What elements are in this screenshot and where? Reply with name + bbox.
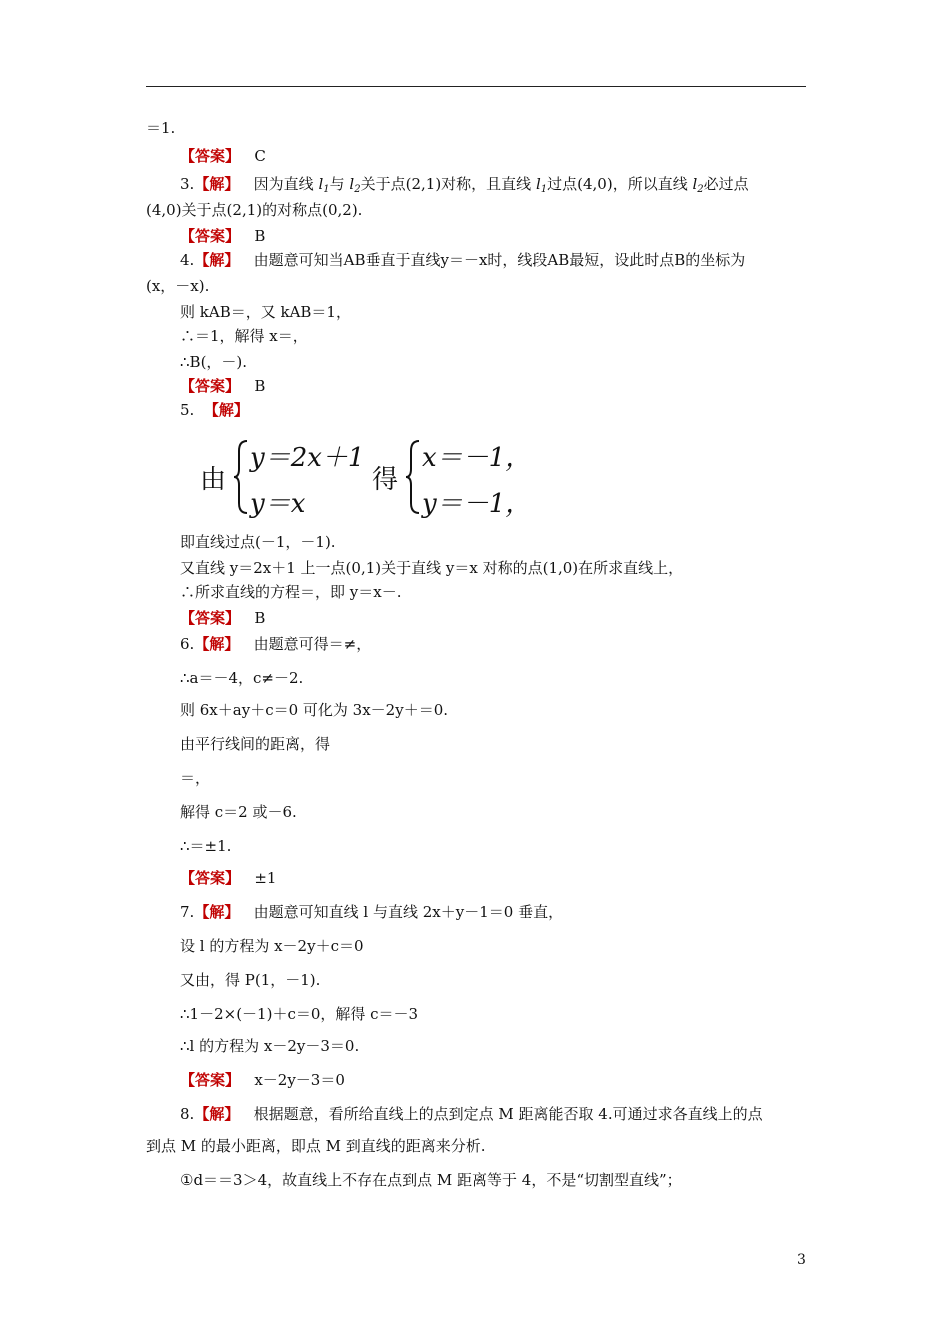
q4-line3: 则 kAB＝，又 kAB＝1， [180, 303, 351, 321]
q6-line2: ∴a＝－4，c≠－2. [180, 669, 304, 687]
answer-value: ±1 [254, 869, 277, 887]
q7-line3: 又由，得 P(1，－1). [180, 971, 321, 989]
q3-line2: (4,0)关于点(2,1)的对称点(0,2). [146, 201, 363, 219]
equation: y＝－1， [422, 489, 532, 519]
q5-line3: ∴所求直线的方程＝，即 y＝x－. [180, 583, 402, 601]
q4-line1 [180, 250, 745, 270]
left-brace-icon [232, 439, 250, 515]
question-number: 8. [180, 1105, 195, 1123]
solve-tag: 【解】 [194, 1105, 240, 1123]
q5-line2: 又直线 y＝2x＋1 上一点(0,1)关于直线 y＝x 对称的点(1,0)在所求直线上， [180, 559, 684, 577]
text: 因为直线 [253, 175, 314, 193]
q4-line2: (x，－x). [146, 277, 210, 295]
solve-tag: 【解】 [194, 175, 240, 193]
answer-value: C [254, 147, 266, 165]
page-number: 3 [797, 1252, 806, 1268]
solve-tag: 【解】 [194, 251, 240, 269]
text: 得 [372, 465, 399, 495]
q5-line1: 即直线过点(－1，－1). [180, 533, 336, 551]
answer-line [180, 226, 265, 246]
answer-line [180, 146, 266, 166]
equation: y＝2x＋1 [250, 443, 365, 473]
question-number: 3. [180, 175, 195, 193]
answer-line [180, 376, 265, 396]
q6-line5: ＝， [180, 769, 211, 787]
q6-line3: 则 6x＋ay＋c＝0 可化为 3x－2y＋＝0. [180, 701, 449, 719]
equation: x＝－1， [422, 443, 532, 473]
answer-tag: 【答案】 [180, 869, 241, 887]
answer-value: B [254, 609, 266, 627]
q6-line0 [180, 634, 371, 654]
header-rule [146, 86, 806, 87]
answer-value: B [254, 227, 266, 245]
answer-tag: 【答案】 [180, 377, 241, 395]
q8-line3: ①d＝＝3＞4，故直线上不存在点到点 M 距离等于 4，不是“切割型直线”； [180, 1171, 682, 1189]
answer-tag: 【答案】 [180, 1071, 241, 1089]
text-line: ＝1. [146, 119, 176, 137]
q6-line4: 由平行线间的距离，得 [180, 735, 331, 753]
answer-value: B [254, 377, 266, 395]
q5-line0 [180, 400, 249, 420]
q6-line6: 解得 c＝2 或－6. [180, 803, 297, 821]
text: 由 [200, 465, 227, 495]
q7-line0 [180, 902, 563, 922]
question-number: 5. [180, 401, 195, 419]
q7-line4: ∴1－2×(－1)＋c＝0，解得 c＝－3 [180, 1005, 419, 1023]
q3-line1: 3.【解】 因为直线 $l_1$与 $l_2$关于点(2,1)对称，且直线 $l_1$过点(4,0)，所以直线 $l_2$必过点 [180, 175, 749, 195]
text: 与 [329, 175, 345, 193]
solve-tag: 【解】 [194, 635, 240, 653]
q4-line4: ∴＝1，解得 x＝， [180, 327, 308, 345]
solve-tag: 【解】 [194, 903, 240, 921]
answer-tag: 【答案】 [180, 227, 241, 245]
text: 必过点 [703, 175, 749, 193]
q8-line0 [180, 1104, 763, 1124]
question-number: 6. [180, 635, 195, 653]
answer-value: x－2y－3＝0 [254, 1071, 345, 1089]
q8-line2: 到点 M 的最小距离，即点 M 到直线的距离来分析. [146, 1137, 486, 1155]
equation-system [200, 437, 540, 517]
q7-line2: 设 l 的方程为 x－2y＋c＝0 [180, 937, 364, 955]
left-brace-icon [404, 439, 422, 515]
text: 由题意可知当AB垂直于直线y＝－x时，线段AB最短，设此时点B的坐标为 [253, 251, 746, 269]
answer-line [180, 868, 276, 888]
q4-line5: ∴B(，－). [180, 353, 248, 371]
solve-tag: 【解】 [203, 401, 249, 419]
text: 由题意可得＝≠， [253, 635, 372, 653]
text: 关于点(2,1)对称，且直线 [360, 175, 532, 193]
q7-line5: ∴l 的方程为 x－2y－3＝0. [180, 1037, 360, 1055]
answer-line [180, 608, 265, 628]
question-number: 7. [180, 903, 195, 921]
q6-line7: ∴＝±1. [180, 837, 232, 855]
answer-line [180, 1070, 345, 1090]
answer-tag: 【答案】 [180, 147, 241, 165]
text: 由题意可知直线 l 与直线 2x＋y－1＝0 垂直， [253, 903, 564, 921]
text: 根据题意，看所给直线上的点到定点 M 距离能否取 4.可通过求各直线上的点 [253, 1105, 763, 1123]
answer-tag: 【答案】 [180, 609, 241, 627]
question-number: 4. [180, 251, 195, 269]
equation: y＝x [250, 489, 306, 519]
text: 过点(4,0)，所以直线 [547, 175, 688, 193]
